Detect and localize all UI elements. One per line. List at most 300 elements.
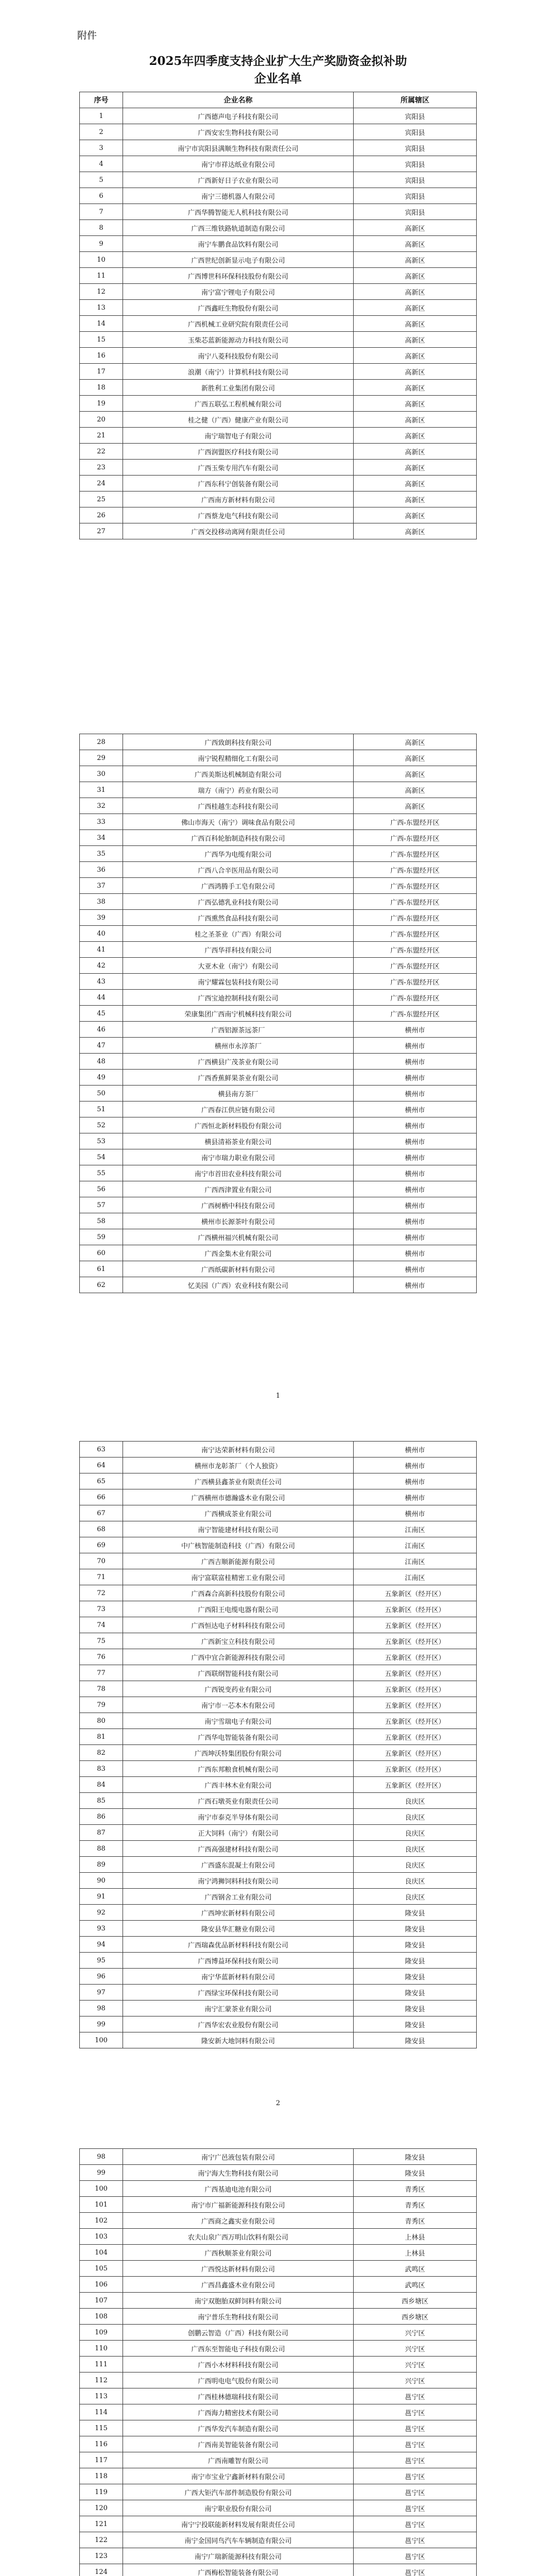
row-index-cell: 85 [80, 1793, 123, 1809]
row-index-cell: 17 [80, 364, 123, 380]
company-name-cell: 南宁车鹏食品饮料有限公司 [123, 236, 354, 252]
row-index-cell: 103 [80, 2229, 123, 2245]
company-name-cell: 广西石墩英业有限责任公司 [123, 1793, 354, 1809]
district-cell: 五象新区（经开区） [354, 1697, 477, 1713]
company-name-cell: 南宁鸿狮饲料科技有限公司 [123, 1873, 354, 1889]
table-row [80, 910, 477, 926]
table-row [80, 1473, 477, 1489]
row-index-cell: 45 [80, 1006, 123, 1022]
company-name-cell: 广西森合高新科技股份有限公司 [123, 1585, 354, 1601]
company-name-cell: 广西悦达新材料有限公司 [123, 2261, 354, 2277]
table-row [80, 492, 477, 507]
table-row [80, 2197, 477, 2213]
table-row [80, 1505, 477, 1521]
district-cell: 邕宁区 [354, 2404, 477, 2420]
company-name-cell: 南宁市瑞力职业有限公司 [123, 1149, 354, 1165]
company-name-cell: 横县清裕茶业有限公司 [123, 1133, 354, 1149]
row-index-cell: 39 [80, 910, 123, 926]
table-row [80, 2357, 477, 2372]
row-index-cell: 120 [80, 2500, 123, 2516]
district-cell: 邕宁区 [354, 2500, 477, 2516]
table-row [80, 1617, 477, 1633]
table-row [80, 412, 477, 428]
table-row [80, 942, 477, 958]
table-row [80, 1038, 477, 1054]
company-name-cell: 南宁智能建材科技有限公司 [123, 1521, 354, 1537]
row-index-cell: 30 [80, 766, 123, 782]
table-row [80, 1070, 477, 1086]
row-index-cell: 74 [80, 1617, 123, 1633]
district-cell: 高新区 [354, 268, 477, 284]
row-index-cell: 100 [80, 2032, 123, 2048]
row-index-cell: 37 [80, 878, 123, 894]
row-index-cell: 88 [80, 1841, 123, 1857]
district-cell: 宾阳县 [354, 140, 477, 156]
district-cell: 邕宁区 [354, 2468, 477, 2484]
row-index-cell: 98 [80, 2001, 123, 2016]
row-index-cell: 57 [80, 1197, 123, 1213]
row-index-cell: 119 [80, 2484, 123, 2500]
row-index-cell: 73 [80, 1601, 123, 1617]
company-name-cell: 忆美园（广西）农业科技有限公司 [123, 1277, 354, 1293]
row-index-cell: 36 [80, 862, 123, 878]
table-row [80, 1442, 477, 1458]
company-name-cell: 广西新宝立科技有限公司 [123, 1633, 354, 1649]
row-index-cell: 106 [80, 2277, 123, 2293]
row-index-cell: 27 [80, 523, 123, 539]
row-index-cell: 28 [80, 734, 123, 750]
company-name-cell: 广西阳王电缆电器有限公司 [123, 1601, 354, 1617]
company-name-cell: 广西弘德乳业科技有限公司 [123, 894, 354, 910]
company-name-cell: 南宁市首田农业科技有限公司 [123, 1165, 354, 1181]
table-row [80, 1245, 477, 1261]
row-index-cell: 10 [80, 252, 123, 268]
row-index-cell: 20 [80, 412, 123, 428]
page-4 [0, 2122, 556, 2576]
company-name-cell: 广西博益环保科技有限公司 [123, 1953, 354, 1969]
district-cell: 五象新区（经开区） [354, 1729, 477, 1745]
company-name-cell: 南宁瑞智电子有限公司 [123, 428, 354, 444]
table-row [80, 2341, 477, 2357]
company-name-cell: 中广核智能制造科技（广西）有限公司 [123, 1537, 354, 1553]
row-index-cell: 55 [80, 1165, 123, 1181]
row-index-cell: 44 [80, 990, 123, 1006]
district-cell: 横州市 [354, 1022, 477, 1038]
district-cell: 高新区 [354, 734, 477, 750]
district-cell: 高新区 [354, 316, 477, 332]
district-cell: 横州市 [354, 1489, 477, 1505]
district-cell: 兴宁区 [354, 2357, 477, 2372]
page-number: 2 [275, 2099, 281, 2107]
company-name-cell: 广西钢舍工业有限公司 [123, 1889, 354, 1905]
district-cell: 广西-东盟经开区 [354, 830, 477, 846]
company-name-cell: 大亚木业（南宁）有限公司 [123, 958, 354, 974]
district-cell: 五象新区（经开区） [354, 1649, 477, 1665]
company-name-cell: 广西明电电气股份有限公司 [123, 2372, 354, 2388]
company-name-cell: 农夫山泉广西万明山饮料有限公司 [123, 2229, 354, 2245]
company-name-cell: 广西熏然食品科技有限公司 [123, 910, 354, 926]
district-cell: 高新区 [354, 364, 477, 380]
table-row [80, 2325, 477, 2341]
district-cell: 宾阳县 [354, 124, 477, 140]
district-cell: 兴宁区 [354, 2341, 477, 2357]
table-row [80, 332, 477, 348]
table-row [80, 1553, 477, 1569]
row-index-cell: 26 [80, 507, 123, 523]
company-name-cell: 佛山市海天（南宁）调味食品有限公司 [123, 814, 354, 830]
district-cell: 横州市 [354, 1442, 477, 1458]
table-row [80, 926, 477, 942]
table-row [80, 220, 477, 236]
district-cell: 横州市 [354, 1101, 477, 1117]
company-name-cell: 广西恒达电子材料科技有限公司 [123, 1617, 354, 1633]
row-index-cell: 49 [80, 1070, 123, 1086]
row-index-cell: 61 [80, 1261, 123, 1277]
table-row [80, 300, 477, 316]
row-index-cell: 29 [80, 750, 123, 766]
district-cell: 西乡塘区 [354, 2309, 477, 2325]
row-index-cell: 2 [80, 124, 123, 140]
company-name-cell: 广西横成茶业有限公司 [123, 1505, 354, 1521]
row-index-cell: 79 [80, 1697, 123, 1713]
row-index-cell: 66 [80, 1489, 123, 1505]
row-index-cell: 72 [80, 1585, 123, 1601]
district-cell: 邕宁区 [354, 2516, 477, 2532]
row-index-cell: 6 [80, 188, 123, 204]
company-name-cell: 广西横县鑫茶业有限责任公司 [123, 1473, 354, 1489]
district-cell: 西乡塘区 [354, 2293, 477, 2309]
company-name-cell: 瑞方（南宁）药业有限公司 [123, 782, 354, 798]
table-row [80, 1165, 477, 1181]
district-cell: 广西-东盟经开区 [354, 910, 477, 926]
row-index-cell: 118 [80, 2468, 123, 2484]
table-row [80, 428, 477, 444]
row-index-cell: 123 [80, 2548, 123, 2564]
company-name-cell: 南宁市祥达纸业有限公司 [123, 156, 354, 172]
district-cell: 江南区 [354, 1521, 477, 1537]
district-cell: 高新区 [354, 396, 477, 412]
company-name-cell: 南宁广瑞新能源科技有限公司 [123, 2548, 354, 2564]
district-cell: 高新区 [354, 523, 477, 539]
district-cell: 广西-东盟经开区 [354, 926, 477, 942]
table-row [80, 284, 477, 300]
company-name-cell: 广西桂越生态科技有限公司 [123, 798, 354, 814]
company-name-cell: 南宁三德机器人有限公司 [123, 188, 354, 204]
district-cell: 高新区 [354, 460, 477, 476]
table-row [80, 1489, 477, 1505]
table-row [80, 396, 477, 412]
table-row [80, 2564, 477, 2576]
table-row [80, 1633, 477, 1649]
row-index-cell: 107 [80, 2293, 123, 2309]
company-name-cell: 广西玉柴专用汽车有限公司 [123, 460, 354, 476]
table-row [80, 2309, 477, 2325]
row-index-cell: 4 [80, 156, 123, 172]
company-table-page-4 [79, 2148, 477, 2576]
company-table-page-3 [79, 1441, 477, 2048]
row-index-cell: 91 [80, 1889, 123, 1905]
document-subtitle: 企业名单 [254, 72, 302, 86]
district-cell: 横州市 [354, 1086, 477, 1101]
row-index-cell: 86 [80, 1809, 123, 1825]
district-cell: 横州市 [354, 1245, 477, 1261]
table-row [80, 1133, 477, 1149]
row-index-cell: 90 [80, 1873, 123, 1889]
table-row [80, 2213, 477, 2229]
company-name-cell: 广西华腾智能无人机科技有限公司 [123, 204, 354, 220]
district-cell: 隆安县 [354, 2001, 477, 2016]
table-row [80, 2261, 477, 2277]
table-row [80, 958, 477, 974]
district-cell: 兴宁区 [354, 2325, 477, 2341]
table-row [80, 1149, 477, 1165]
district-cell: 广西-东盟经开区 [354, 814, 477, 830]
district-cell: 隆安县 [354, 2016, 477, 2032]
table-row [80, 846, 477, 862]
company-name-cell: 广西联纲智能科技有限公司 [123, 1665, 354, 1681]
table-row [80, 2372, 477, 2388]
table-row [80, 2500, 477, 2516]
district-cell: 横州市 [354, 1181, 477, 1197]
table-row [80, 1181, 477, 1197]
company-name-cell: 南宁市宝业宁鑫新材料有限公司 [123, 2468, 354, 2484]
table-row [80, 1117, 477, 1133]
company-name-cell: 广西南美智能装备有限公司 [123, 2436, 354, 2452]
table-row [80, 1729, 477, 1745]
district-cell: 横州市 [354, 1070, 477, 1086]
district-cell: 高新区 [354, 750, 477, 766]
row-index-cell: 76 [80, 1649, 123, 1665]
row-index-cell: 81 [80, 1729, 123, 1745]
table-row [80, 1665, 477, 1681]
company-name-cell: 广西华电智能装备有限公司 [123, 1729, 354, 1745]
district-cell: 高新区 [354, 507, 477, 523]
table-row [80, 1537, 477, 1553]
company-name-cell: 广西吉顺新能源有限公司 [123, 1553, 354, 1569]
row-index-cell: 94 [80, 1937, 123, 1953]
district-cell: 横州市 [354, 1277, 477, 1293]
district-cell: 广西-东盟经开区 [354, 942, 477, 958]
row-index-cell: 52 [80, 1117, 123, 1133]
company-name-cell: 南宁海大生物科技有限公司 [123, 2165, 354, 2181]
row-index-cell: 63 [80, 1442, 123, 1458]
company-name-cell: 广西桂林德瑞科技有限公司 [123, 2388, 354, 2404]
table-row [80, 2516, 477, 2532]
row-index-cell: 84 [80, 1777, 123, 1793]
district-cell: 良庆区 [354, 1809, 477, 1825]
district-cell: 高新区 [354, 252, 477, 268]
district-cell: 邕宁区 [354, 2436, 477, 2452]
district-cell: 高新区 [354, 492, 477, 507]
row-index-cell: 117 [80, 2452, 123, 2468]
table-row [80, 2548, 477, 2564]
company-name-cell: 南宁市广福新能源科技有限公司 [123, 2197, 354, 2213]
company-name-cell: 桂之圣茶业（广西）有限公司 [123, 926, 354, 942]
document-title: 2025年四季度支持企业扩大生产奖励资金拟补助 [149, 54, 407, 68]
table-row [80, 862, 477, 878]
company-name-cell: 广西盛东混凝土有限公司 [123, 1857, 354, 1873]
table-row [80, 236, 477, 252]
company-name-cell: 广西三维铁路轨道制造有限公司 [123, 220, 354, 236]
row-index-cell: 80 [80, 1713, 123, 1729]
district-cell: 上林县 [354, 2229, 477, 2245]
row-index-cell: 114 [80, 2404, 123, 2420]
district-cell: 武鸣区 [354, 2261, 477, 2277]
table-row [80, 1197, 477, 1213]
row-index-cell: 31 [80, 782, 123, 798]
district-cell: 隆安县 [354, 2032, 477, 2048]
row-index-cell: 95 [80, 1953, 123, 1969]
company-name-cell: 广西五联弘工程机械有限公司 [123, 396, 354, 412]
company-name-cell: 南宁达荣新材料有限公司 [123, 1442, 354, 1458]
district-cell: 高新区 [354, 444, 477, 460]
company-name-cell: 广西南雕智有限公司 [123, 2452, 354, 2468]
district-cell: 兴宁区 [354, 2372, 477, 2388]
company-name-cell: 广西高强建材科技有限公司 [123, 1841, 354, 1857]
row-index-cell: 12 [80, 284, 123, 300]
table-row [80, 1649, 477, 1665]
row-index-cell: 18 [80, 380, 123, 396]
table-row [80, 1873, 477, 1889]
company-name-cell: 隆安新大地饲料有限公司 [123, 2032, 354, 2048]
table-row [80, 108, 477, 124]
district-cell: 宾阳县 [354, 156, 477, 172]
header-index: 序号 [80, 92, 123, 108]
row-index-cell: 3 [80, 140, 123, 156]
table-row [80, 1006, 477, 1022]
row-index-cell: 60 [80, 1245, 123, 1261]
table-row [80, 2181, 477, 2197]
row-index-cell: 122 [80, 2532, 123, 2548]
district-cell: 五象新区（经开区） [354, 1665, 477, 1681]
header-company: 企业名称 [123, 92, 354, 108]
row-index-cell: 16 [80, 348, 123, 364]
company-name-cell: 横州市永淳茶厂 [123, 1038, 354, 1054]
company-name-cell: 广西鸿腾手工皂有限公司 [123, 878, 354, 894]
row-index-cell: 65 [80, 1473, 123, 1489]
company-name-cell: 广西横县广茂茶业有限公司 [123, 1054, 354, 1070]
table-row [80, 974, 477, 990]
table-row [80, 1985, 477, 2001]
company-name-cell: 南宁普乐生物科技有限公司 [123, 2309, 354, 2325]
row-index-cell: 5 [80, 172, 123, 188]
company-name-cell: 广西横州市德瀚盛木业有限公司 [123, 1489, 354, 1505]
table-row [80, 476, 477, 492]
table-row [80, 2452, 477, 2468]
district-cell: 五象新区（经开区） [354, 1681, 477, 1697]
company-name-cell: 广西致朗科技有限公司 [123, 734, 354, 750]
table-row [80, 1793, 477, 1809]
company-name-cell: 广西安宏生物科技有限公司 [123, 124, 354, 140]
district-cell: 广西-东盟经开区 [354, 1006, 477, 1022]
company-name-cell: 广西交投移动离网有限责任公司 [123, 523, 354, 539]
company-name-cell: 南宁耀霖包装科技有限公司 [123, 974, 354, 990]
company-name-cell: 广西宝迪控制科技有限公司 [123, 990, 354, 1006]
district-cell: 邕宁区 [354, 2452, 477, 2468]
row-index-cell: 70 [80, 1553, 123, 1569]
district-cell: 良庆区 [354, 1793, 477, 1809]
table-row [80, 316, 477, 332]
company-name-cell: 南宁汇蒙茶业有限公司 [123, 2001, 354, 2016]
district-cell: 横州市 [354, 1133, 477, 1149]
company-name-cell: 南宁八菱科技股份有限公司 [123, 348, 354, 364]
company-name-cell: 横州市长源茶叶有限公司 [123, 1213, 354, 1229]
row-index-cell: 77 [80, 1665, 123, 1681]
table-row [80, 2149, 477, 2165]
district-cell: 横州市 [354, 1165, 477, 1181]
table-row [80, 1261, 477, 1277]
company-name-cell: 广西丰林木业有限公司 [123, 1777, 354, 1793]
district-cell: 广西-东盟经开区 [354, 894, 477, 910]
row-index-cell: 22 [80, 444, 123, 460]
row-index-cell: 121 [80, 2516, 123, 2532]
row-index-cell: 78 [80, 1681, 123, 1697]
company-name-cell: 广西世纪创新显示电子有限公司 [123, 252, 354, 268]
row-index-cell: 109 [80, 2325, 123, 2341]
company-name-cell: 广西铝源茶远茶厂 [123, 1022, 354, 1038]
district-cell: 五象新区（经开区） [354, 1585, 477, 1601]
district-cell: 五象新区（经开区） [354, 1617, 477, 1633]
district-cell: 高新区 [354, 798, 477, 814]
table-row [80, 2016, 477, 2032]
district-cell: 上林县 [354, 2245, 477, 2261]
table-row [80, 268, 477, 284]
district-cell: 邕宁区 [354, 2484, 477, 2500]
company-name-cell: 浪潮（南宁）计算机科技有限公司 [123, 364, 354, 380]
table-row [80, 1857, 477, 1873]
row-index-cell: 54 [80, 1149, 123, 1165]
row-index-cell: 99 [80, 2165, 123, 2181]
table-row [80, 156, 477, 172]
header-district: 所属辖区 [354, 92, 477, 108]
row-index-cell: 41 [80, 942, 123, 958]
table-row [80, 830, 477, 846]
company-name-cell: 广西商之鑫实业有限公司 [123, 2213, 354, 2229]
district-cell: 五象新区（经开区） [354, 1633, 477, 1649]
row-index-cell: 11 [80, 268, 123, 284]
table-row [80, 2468, 477, 2484]
table-row [80, 140, 477, 156]
company-name-cell: 广西东邦粮食机械有限公司 [123, 1761, 354, 1777]
row-index-cell: 50 [80, 1086, 123, 1101]
district-cell: 高新区 [354, 428, 477, 444]
company-name-cell: 横县南方茶厂 [123, 1086, 354, 1101]
company-name-cell: 广西海力精密技术有限公司 [123, 2404, 354, 2420]
table-row [80, 1953, 477, 1969]
row-index-cell: 105 [80, 2261, 123, 2277]
row-index-cell: 82 [80, 1745, 123, 1761]
company-name-cell: 广西坤沃特集团股份有限公司 [123, 1745, 354, 1761]
company-name-cell: 荣康集团广西南宁机械科技有限公司 [123, 1006, 354, 1022]
row-index-cell: 68 [80, 1521, 123, 1537]
district-cell: 高新区 [354, 766, 477, 782]
district-cell: 五象新区（经开区） [354, 1713, 477, 1729]
district-cell: 宾阳县 [354, 204, 477, 220]
district-cell: 广西-东盟经开区 [354, 846, 477, 862]
row-index-cell: 23 [80, 460, 123, 476]
company-name-cell: 广西蔡龙电气科技有限公司 [123, 507, 354, 523]
table-row [80, 782, 477, 798]
table-row [80, 1937, 477, 1953]
district-cell: 邕宁区 [354, 2548, 477, 2564]
row-index-cell: 112 [80, 2372, 123, 2388]
company-name-cell: 广西德声电子科技有限公司 [123, 108, 354, 124]
company-name-cell: 南宁宁投联能新材料发展有限责任公司 [123, 2516, 354, 2532]
row-index-cell: 58 [80, 1213, 123, 1229]
company-name-cell: 广西坤宏新材料有限公司 [123, 1905, 354, 1921]
table-row [80, 1022, 477, 1038]
row-index-cell: 115 [80, 2420, 123, 2436]
